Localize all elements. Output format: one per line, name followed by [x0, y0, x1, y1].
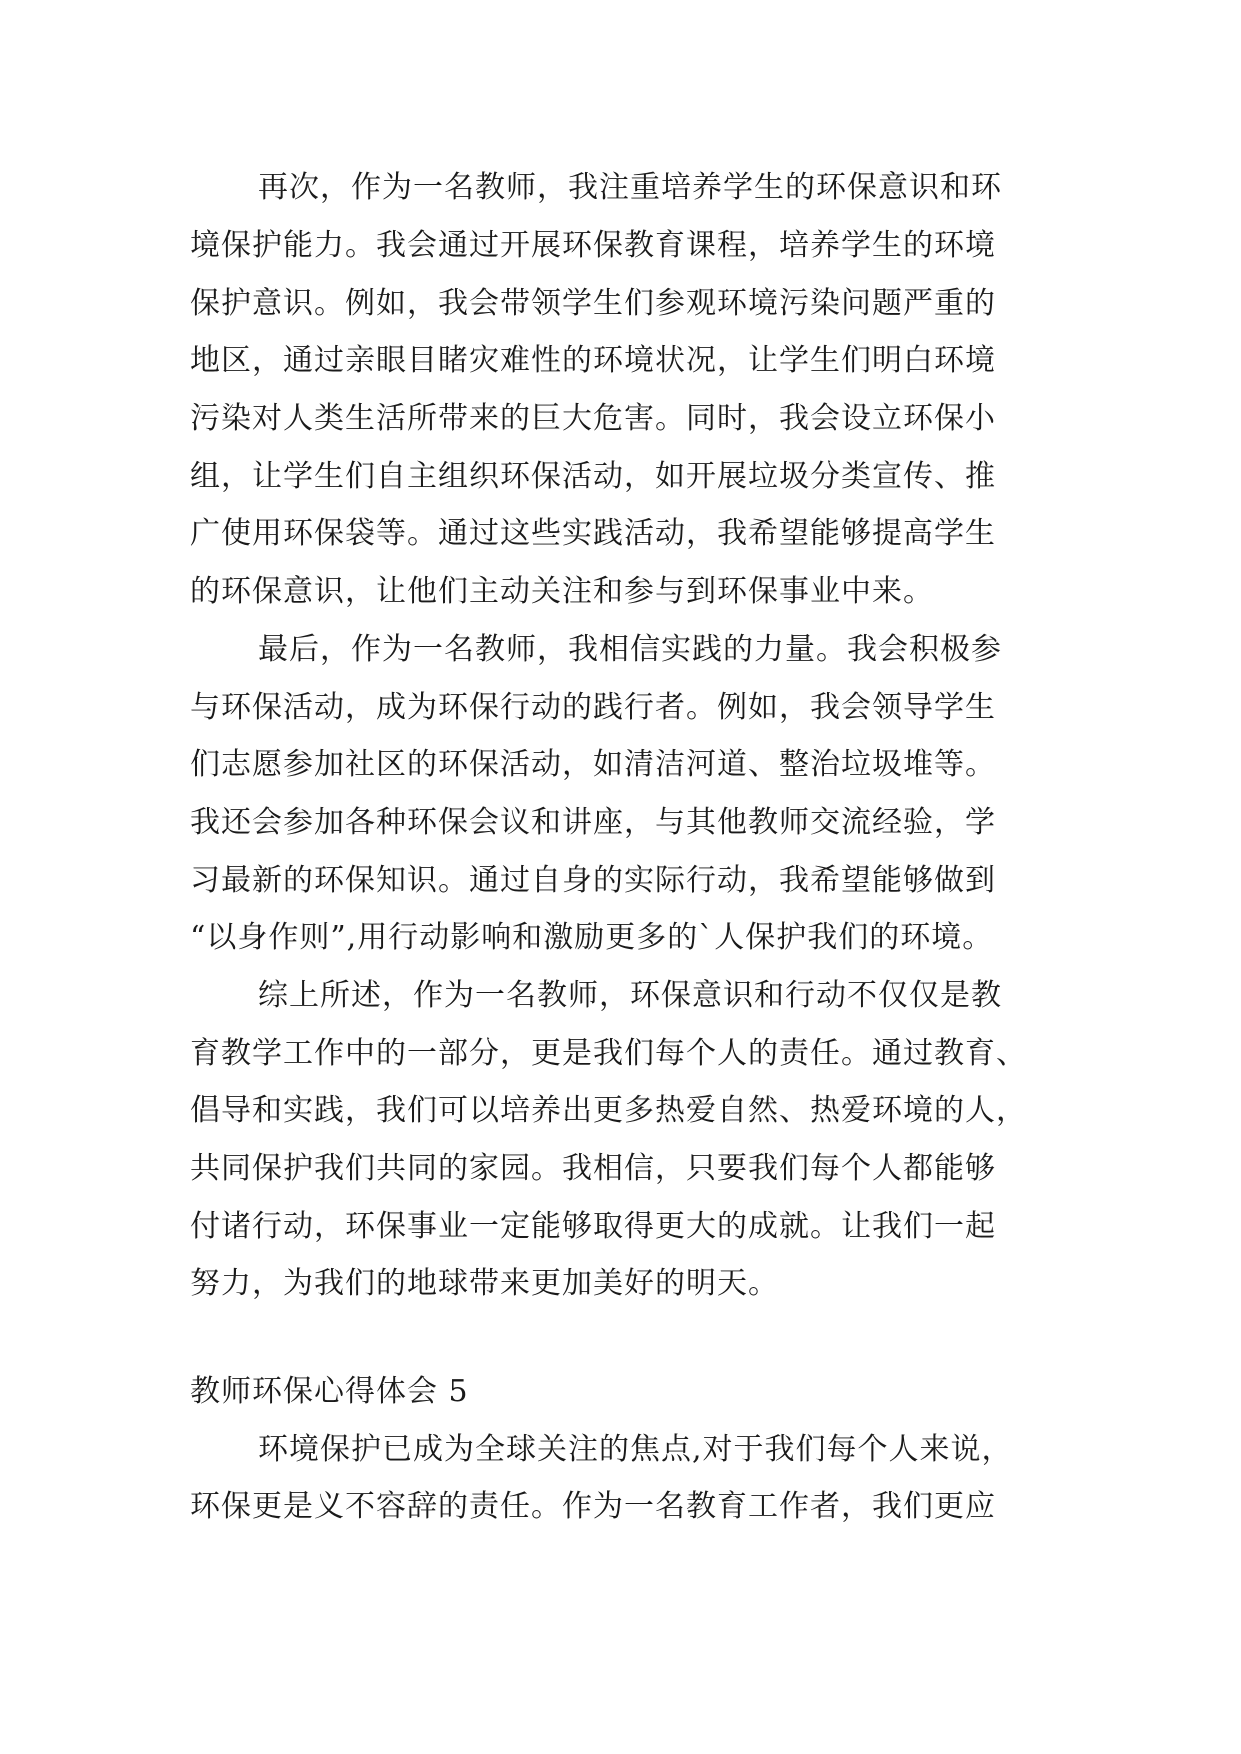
paragraph-line: 们志愿参加社区的环保活动，如清洁河道、整治垃圾堆等。 [190, 747, 996, 782]
paragraph-line: 与环保活动，成为环保行动的践行者。例如，我会领导学生 [190, 690, 996, 725]
paragraph-line: 付诸行动，环保事业一定能够取得更大的成就。让我们一起 [190, 1209, 996, 1244]
paragraph-line: 广使用环保袋等。通过这些实践活动，我希望能够提高学生 [190, 516, 996, 551]
paragraph-line: 的环保意识，让他们主动关注和参与到环保事业中来。 [190, 574, 934, 609]
paragraph-line: “以身作则”,用行动影响和激励更多的`人保护我们的环境。 [190, 920, 994, 955]
paragraph-line: 再次，作为一名教师，我注重培养学生的环保意识和环 [258, 170, 1002, 205]
paragraph-line: 习最新的环保知识。通过自身的实际行动，我希望能够做到 [190, 863, 996, 898]
paragraph-line: 最后，作为一名教师，我相信实践的力量。我会积极参 [258, 632, 1002, 667]
paragraph-line: 组，让学生们自主组织环保活动，如开展垃圾分类宣传、推 [190, 459, 996, 494]
paragraph-line: 保护意识。例如，我会带领学生们参观环境污染问题严重的 [190, 286, 996, 321]
paragraph-line: 努力，为我们的地球带来更加美好的明天。 [190, 1266, 779, 1301]
paragraph-line: 境保护能力。我会通过开展环保教育课程，培养学生的环境 [190, 228, 996, 263]
paragraph-line: 我还会参加各种环保会议和讲座，与其他教师交流经验，学 [190, 805, 996, 840]
paragraph-line: 共同保护我们共同的家园。我相信，只要我们每个人都能够 [190, 1151, 996, 1186]
paragraph-line: 地区，通过亲眼目睹灾难性的环境状况，让学生们明白环境 [190, 343, 996, 378]
paragraph-line: 污染对人类生活所带来的巨大危害。同时，我会设立环保小 [190, 401, 996, 436]
paragraph-line: 环境保护已成为全球关注的焦点,对于我们每个人来说， [258, 1432, 1013, 1467]
paragraph-line: 倡导和实践，我们可以培养出更多热爱自然、热爱环境的人， [190, 1093, 1027, 1128]
section-heading: 教师环保心得体会 5 [190, 1374, 469, 1409]
paragraph-line: 育教学工作中的一部分，更是我们每个人的责任。通过教育、 [190, 1036, 1027, 1071]
paragraph-line: 综上所述，作为一名教师，环保意识和行动不仅仅是教 [258, 978, 1002, 1013]
paragraph-line: 环保更是义不容辞的责任。作为一名教育工作者，我们更应 [190, 1489, 996, 1524]
